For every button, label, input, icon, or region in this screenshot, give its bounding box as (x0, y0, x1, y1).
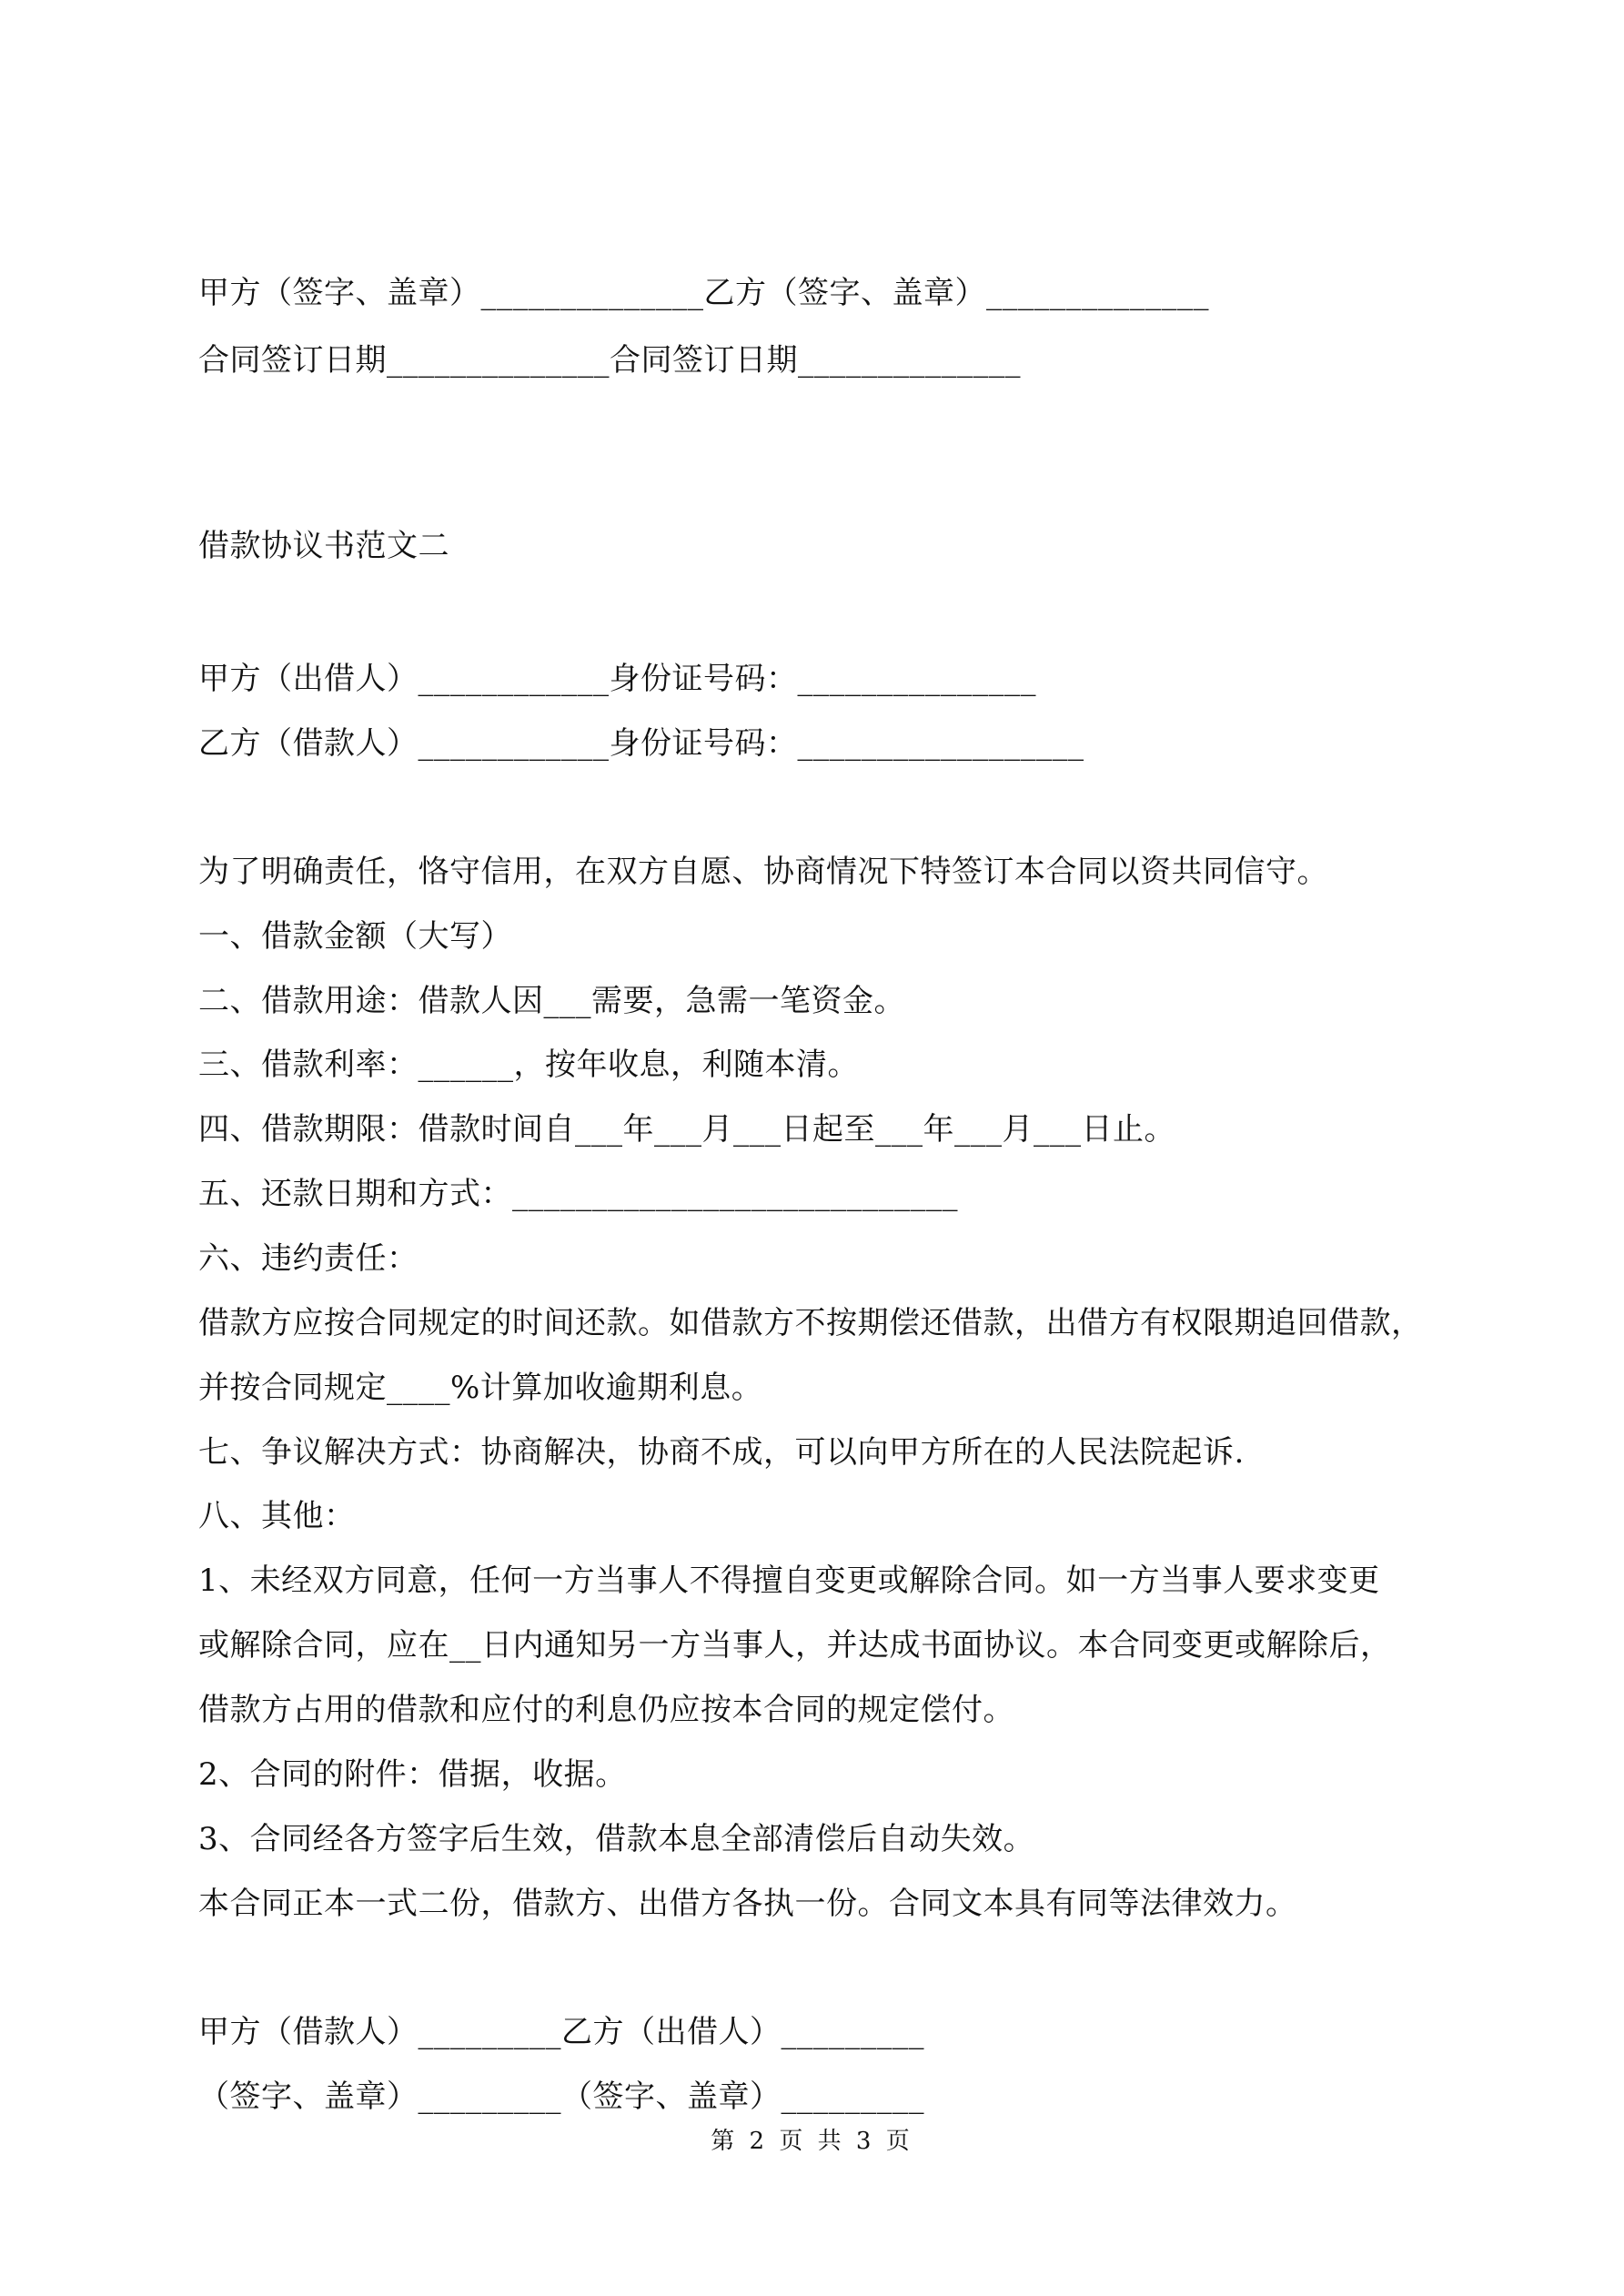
clause-7: 七、争议解决方式：协商解决，协商不成，可以向甲方所在的人民法院起诉. (198, 1434, 1245, 1471)
clause-3: 三、借款利率：______，按年收息，利随本清。 (198, 1047, 859, 1083)
intro-paragraph: 为了明确责任，恪守信用，在双方自愿、协商情况下特签订本合同以资共同信守。 (198, 854, 1328, 890)
clause-1: 一、借款金额（大写） (198, 918, 512, 955)
signature-line-3: （签字、盖章）_________（签字、盖章）_________ (198, 2079, 924, 2115)
clause-6-text-1: 借款方应按合同规定的时间还款。如借款方不按期偿还借款，出借方有权限期追回借款， (198, 1305, 1423, 1341)
item-2: 2、合同的附件：借据，收据。 (198, 1756, 627, 1793)
item-1-line-3: 借款方占用的借款和应付的利息仍应按本合同的规定偿付。 (198, 1692, 1014, 1728)
signature-line-2: 甲方（借款人）_________乙方（出借人）_________ (198, 2014, 924, 2050)
clause-6-heading: 六、违约责任： (198, 1240, 419, 1277)
item-1-line-1: 1、未经双方同意，任何一方当事人不得擅自变更或解除合同。如一方当事人要求变更 (198, 1563, 1380, 1599)
signing-date-line: 合同签订日期______________合同签订日期______________ (198, 342, 1021, 379)
signature-line-1: 甲方（签字、盖章）______________乙方（签字、盖章）______________ (198, 275, 1209, 311)
item-1-line-2: 或解除合同，应在__日内通知另一方当事人，并达成书面协议。本合同变更或解除后， (198, 1627, 1392, 1664)
copies-paragraph: 本合同正本一式二份，借款方、出借方各执一份。合同文本具有同等法律效力。 (198, 1886, 1297, 1922)
item-3: 3、合同经各方签字后生效，借款本息全部清偿后自动失效。 (198, 1821, 1035, 1857)
clause-2: 二、借款用途：借款人因___需要，急需一笔资金。 (198, 983, 905, 1019)
page-footer: 第 2 页 共 3 页 (711, 2128, 913, 2155)
clause-4: 四、借款期限：借款时间自___年___月___日起至___年___月___日止。 (198, 1111, 1175, 1148)
party-b-line: 乙方（借款人）____________身份证号码：__________________ (198, 725, 1084, 762)
clause-6-text-2: 并按合同规定____%计算加收逾期利息。 (198, 1370, 763, 1406)
clause-8-heading: 八、其他： (198, 1498, 356, 1534)
clause-5: 五、还款日期和方式：____________________________ (198, 1176, 958, 1212)
section-title: 借款协议书范文二 (198, 528, 449, 564)
party-a-line: 甲方（出借人）____________身份证号码：_______________ (198, 661, 1036, 697)
